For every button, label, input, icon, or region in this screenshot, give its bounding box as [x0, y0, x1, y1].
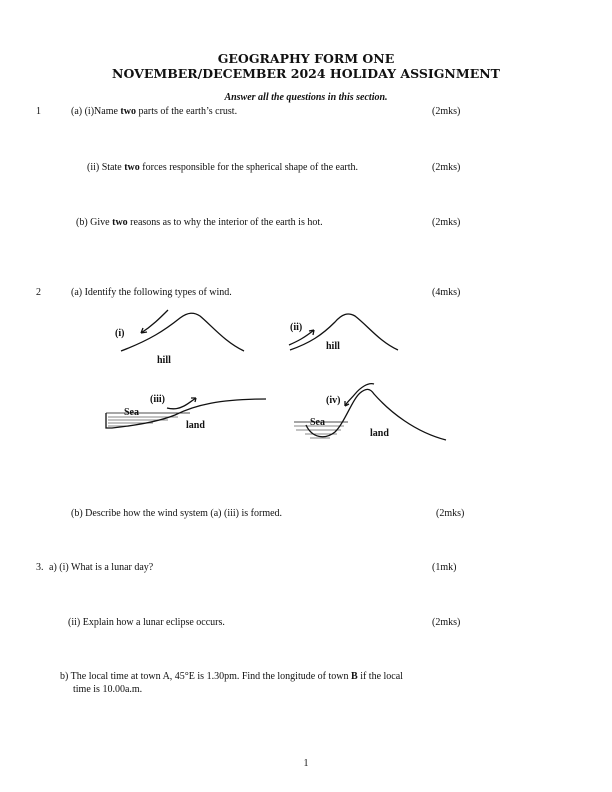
- question-number: 2: [36, 287, 41, 298]
- question-1a-ii: (ii) State two forces responsible for the spherical shape of the earth.: [87, 162, 359, 173]
- marks: (2mks): [432, 162, 461, 173]
- marks: (4mks): [432, 287, 461, 298]
- marks: (2mks): [432, 617, 461, 628]
- label-land: land: [186, 420, 205, 431]
- question-3b: b) The local time at town A, 45°E is 1.30pm. Find the longitude of town B if the local: [60, 671, 403, 682]
- document-title: GEOGRAPHY FORM ONE: [217, 51, 395, 66]
- question-2b: (b) Describe how the wind system (a) (iii) is formed.: [71, 508, 283, 519]
- label-hill: hill: [157, 355, 171, 366]
- question-number: 3.: [36, 562, 44, 573]
- hill-outline-i: [121, 313, 244, 351]
- label-land: land: [370, 428, 389, 439]
- document-subtitle: NOVEMBER/DECEMBER 2024 HOLIDAY ASSIGNMENT: [112, 66, 500, 81]
- question-3a-i: a) (i) What is a lunar day?: [49, 562, 154, 573]
- marks: (2mks): [432, 106, 461, 117]
- page-number: 1: [303, 758, 309, 769]
- marks: (2mks): [436, 508, 465, 519]
- question-2a: (a) Identify the following types of wind.: [71, 287, 232, 298]
- hill-outline-ii: [290, 314, 398, 350]
- instruction: Answer all the questions in this section.: [224, 92, 388, 103]
- label-iv: (iv): [326, 395, 341, 406]
- arrow-iii: [167, 398, 196, 409]
- label-sea: Sea: [124, 407, 139, 418]
- question-1b: (b) Give two reasons as to why the interior of the earth is hot.: [76, 217, 323, 228]
- arrow-iv: [345, 384, 374, 406]
- label-i: (i): [115, 328, 125, 339]
- marks: (1mk): [432, 562, 457, 573]
- question-1a-i: (a) (i)Name two parts of the earth’s crust.: [71, 106, 238, 117]
- question-number: 1: [36, 106, 41, 117]
- question-3b-line2: time is 10.00a.m.: [73, 684, 143, 695]
- question-3a-ii: (ii) Explain how a lunar eclipse occurs.: [68, 617, 225, 628]
- label-sea: Sea: [310, 417, 325, 428]
- label-hill: hill: [326, 341, 340, 352]
- label-iii: (iii): [150, 394, 165, 405]
- marks: (2mks): [432, 217, 461, 228]
- label-ii: (ii): [290, 322, 303, 333]
